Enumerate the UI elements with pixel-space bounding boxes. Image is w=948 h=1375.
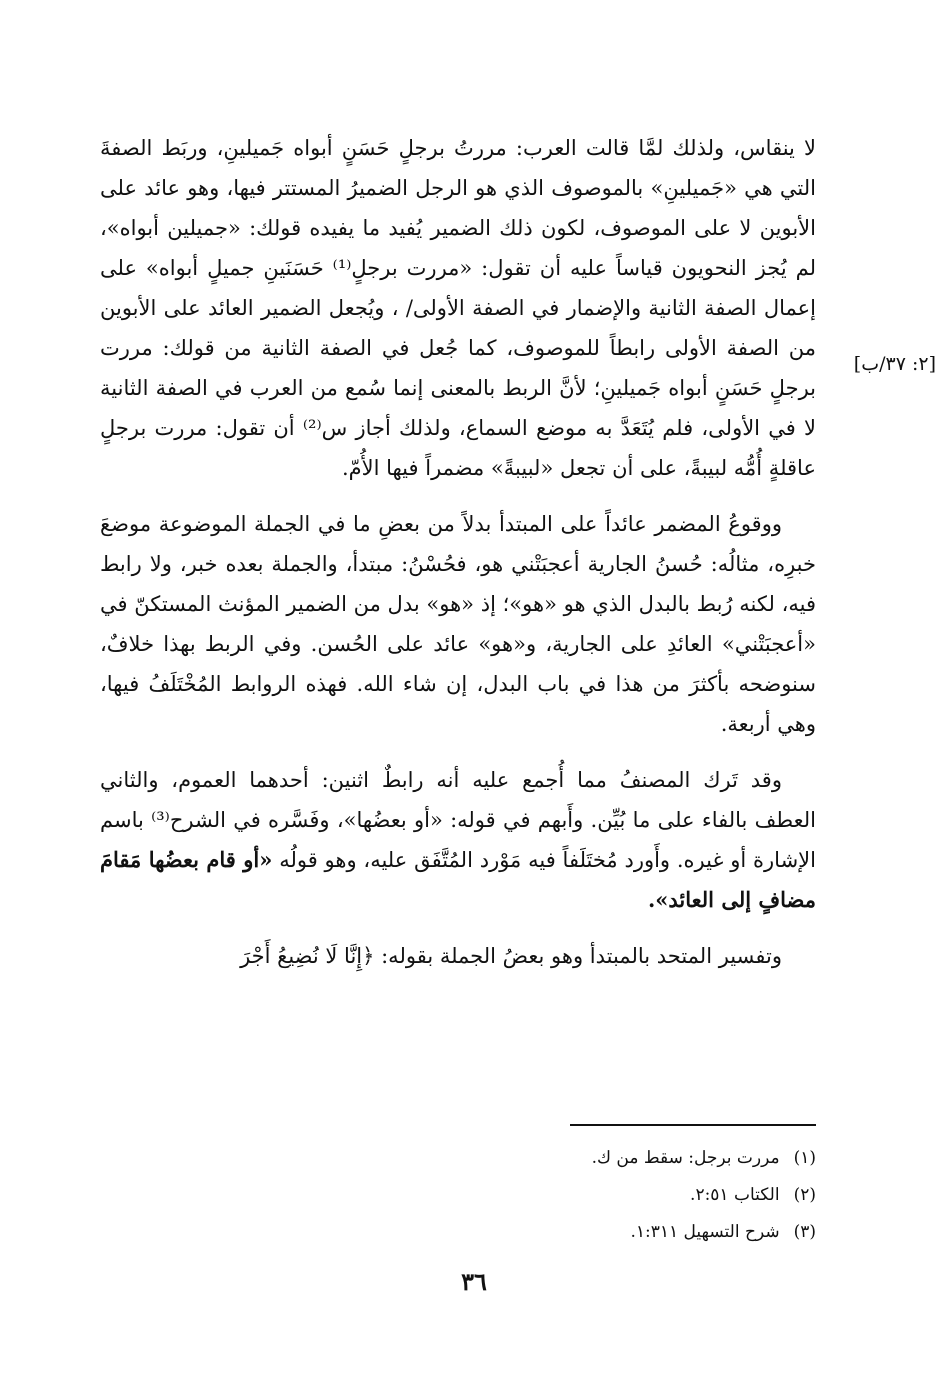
main-text — [100, 128, 816, 976]
paragraph-3 — [100, 760, 816, 920]
footnote-text: مررت برجل: سقط من ك. — [591, 1148, 780, 1168]
footnote-2 — [380, 1177, 816, 1214]
footnote-1 — [380, 1140, 816, 1177]
footnote-3 — [380, 1214, 816, 1251]
paragraph-4: وتفسير المتحد بالمبتدأ وهو بعضُ الجملة بقوله: ﴿إِنَّا لَا نُضِيعُ أَجْرَ — [240, 944, 782, 968]
manuscript-folio-marker: [٢: ٣٧/ب] — [853, 353, 936, 375]
paragraph-2: ووقوعُ المضمر عائداً على المبتدأ بدلاً من بعضِ ما في الجملة الموضوعة موضعَ خبرِه، مثالُه: حُسنُ الجارية أعجبَتْني هو، فحُسْنُ: مبتدأ، والجملة بعده خبر، ولا رابط فيه، لكنه رُبط بالبدل الذي هو «هو»؛ إذ «هو» بدل من الضمير المؤنث المستكنّ في «أعجبَتْني» العائدِ على الجارية، و«هو» عائد على الحُسن. وفي الربط بهذا خلافٌ، سنوضحه بأكثرَ من هذا في باب البدل، إن شاء الله. فهذه الروابط المُخْتَلَفُ فيها، وهي أربعة. — [100, 512, 816, 736]
paragraph-3-quote: «أو قام بعضُها مَقامَ مضافٍ إلى العائد». — [100, 847, 816, 912]
footnote-number: (٢) — [793, 1185, 816, 1205]
footnote-text: الكتاب ٢:٥١. — [690, 1185, 780, 1205]
footnote-number: (٣) — [793, 1222, 816, 1242]
footnotes — [380, 1140, 816, 1251]
paragraph-1: لا ينقاس، ولذلك لمَّا قالت العرب: مررتُ برجلٍ حَسَنٍ أبواه جَميلينِ، وربَط الصفةَ التي هي «جَميلينِ» بالموصوف الذي هو الرجل الضميرُ المستتر فيها، وهو عائد على الأبوين لا على الموصوف، لكون ذلك الضمير يُفيد ما يفيده قولك: «جميلين أبواه»، لم يُجز النحويون قياساً عليه أن تقول: «مررت برجلٍ⁽¹⁾ حَسَنَينِ جميلٍ أبواه» على إعمال الصفة الثانية والإضمار في الصفة الأولى/ ، ويُجعل الضمير العائد على الأبوين من الصفة الأولى رابطاً للموصوف، كما جُعل في الصفة الثانية من قولك: مررت برجلٍ حَسَنٍ أبواه جَميلينِ؛ لأنَّ الربط بالمعنى إنما سُمع من العرب في الصفة الثانية لا في الأولى، فلم يُتَعَدَّ به موضع السماع، ولذلك أجاز س⁽²⁾ أن تقول: مررت برجلٍ عاقلةٍ أُمُّه لبيبةً، على أن تجعل «لبيبةً» مضمراً فيها الأُمّ. — [100, 136, 816, 480]
footnote-number: (١) — [793, 1148, 816, 1168]
page-number: ٣٦ — [461, 1267, 487, 1296]
footnote-divider — [570, 1124, 816, 1126]
footnote-text: شرح التسهيل ١:٣١١. — [630, 1222, 780, 1242]
paragraph-3-text: وقد تَرك المصنفُ مما أُجمع عليه أنه رابطٌ اثنين: أحدهما العموم، والثاني العطف بالفاء على ما بُيِّن. وأَبهم في قوله: «أو بعضُها»، وفَسَّره في الشرح⁽³⁾ باسم الإشارة أو غيره. وأَورد مُختَلَفاً فيه مَوْرد المُتَّفَق عليه، وهو قولُه — [100, 768, 816, 872]
